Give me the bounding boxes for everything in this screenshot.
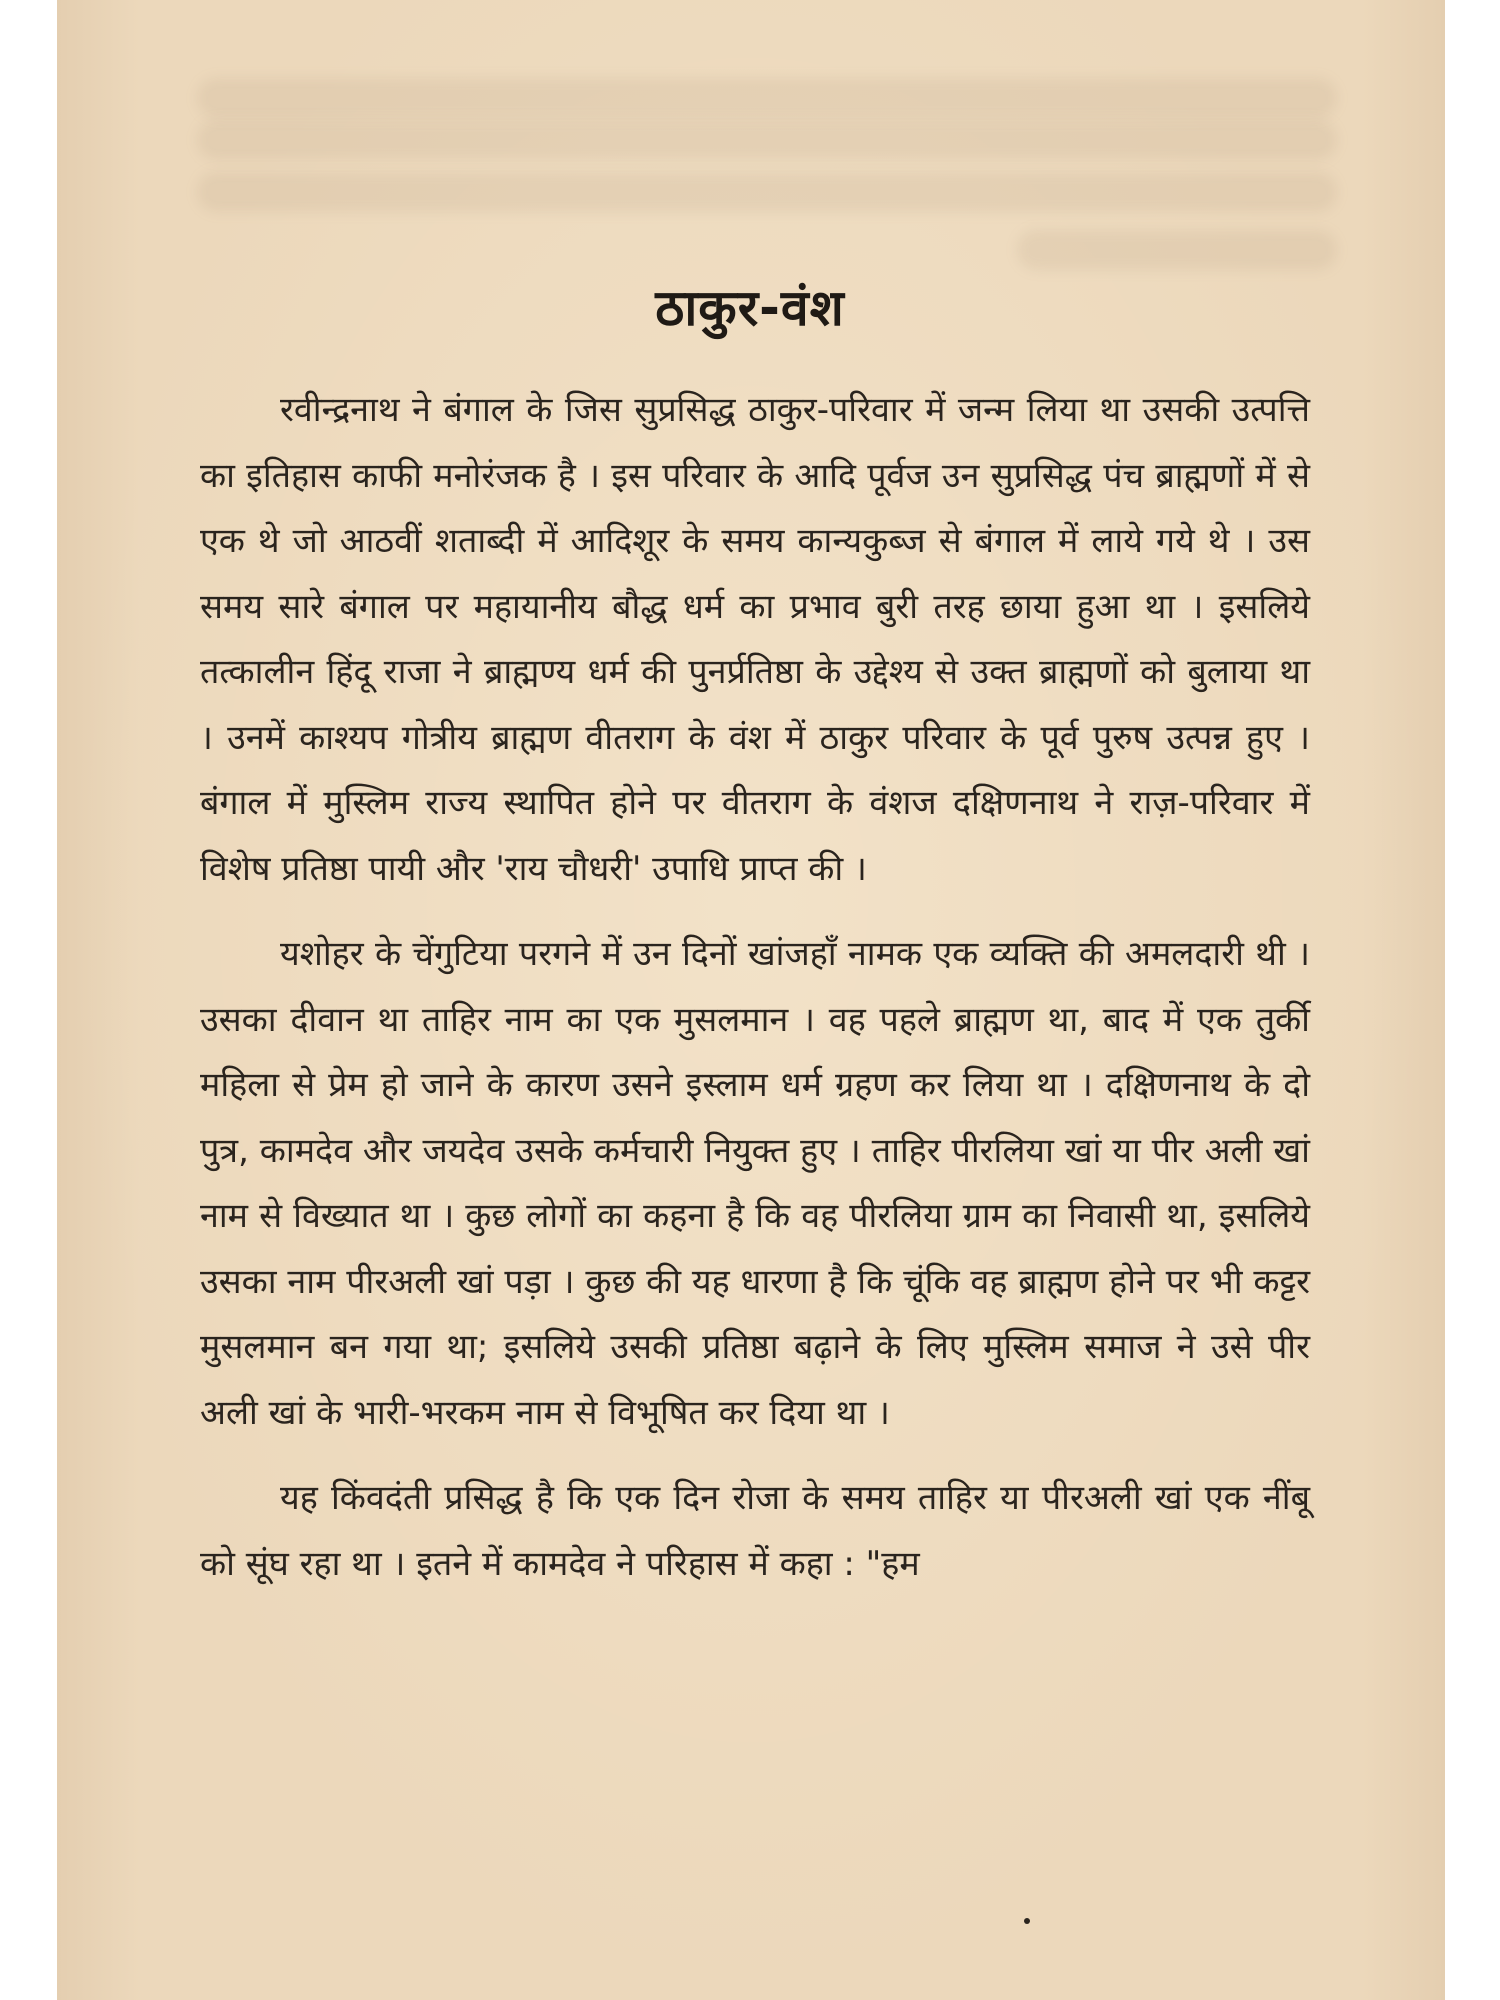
- show-through-text: [197, 172, 1337, 212]
- body-text: [200, 378, 1310, 1617]
- page-mark: [1024, 1918, 1030, 1924]
- paragraph: यशोहर के चेंगुटिया परगने में उन दिनों खांजहाँ नामक एक व्यक्ति की अमलदारी थी । उसका दीवान था ताहिर नाम का एक मुसलमान । वह पहले ब्राह्मण था, बाद में एक तुर्की महिला से प्रेम हो जाने के कारण उसने इस्लाम धर्म ग्रहण कर लिया था । दक्षिणनाथ के दो पुत्र, कामदेव और जयदेव उसके कर्मचारी नियुक्त हुए । ताहिर पीरलिया खां या पीर अली खां नाम से विख्यात था । कुछ लोगों का कहना है कि वह पीरलिया ग्राम का निवासी था, इसलिये उसका नाम पीरअली खां पड़ा । कुछ की यह धारणा है कि चूंकि वह ब्राह्मण होने पर भी कट्टर मुसलमान बन गया था; इसलिये उसकी प्रतिष्ठा बढ़ाने के लिए मुस्लिम समाज ने उसे पीर अली खां के भारी-भरकम नाम से विभूषित कर दिया था ।: [200, 934, 1310, 1433]
- paragraph: यह किंवदंती प्रसिद्ध है कि एक दिन रोजा के समय ताहिर या पीरअली खां एक नींबू को सूंघ रहा था । इतने में कामदेव ने परिहास में कहा : "हम: [200, 1478, 1310, 1584]
- page-title: ठाकुर-वंश: [655, 279, 845, 337]
- show-through-text: [1017, 230, 1337, 270]
- paragraph: रवीन्द्रनाथ ने बंगाल के जिस सुप्रसिद्ध ठाकुर-परिवार में जन्म लिया था उसकी उत्पत्ति का इतिहास काफी मनोरंजक है । इस परिवार के आदि पूर्वज उन सुप्रसिद्ध पंच ब्राह्मणों में से एक थे जो आठवीं शताब्दी में आदिशूर के समय कान्यकुब्ज से बंगाल में लाये गये थे । उस समय सारे बंगाल पर महायानीय बौद्ध धर्म का प्रभाव बुरी तरह छाया हुआ था । इसलिये तत्कालीन हिंदू राजा ने ब्राह्मण्य धर्म की पुनर्प्रतिष्ठा के उद्देश्य से उक्त ब्राह्मणों को बुलाया था । उनमें काश्यप गोत्रीय ब्राह्मण वीतराग के वंश में ठाकुर परिवार के पूर्व पुरुष उत्पन्न हुए । बंगाल में मुस्लिम राज्य स्थापित होने पर वीतराग के वंशज दक्षिणनाथ ने राज़-परिवार में विशेष प्रतिष्ठा पायी और 'राय चौधरी' उपाधि प्राप्त की ।: [200, 390, 1310, 889]
- show-through-text: [197, 78, 1337, 118]
- show-through-text: [197, 120, 1337, 160]
